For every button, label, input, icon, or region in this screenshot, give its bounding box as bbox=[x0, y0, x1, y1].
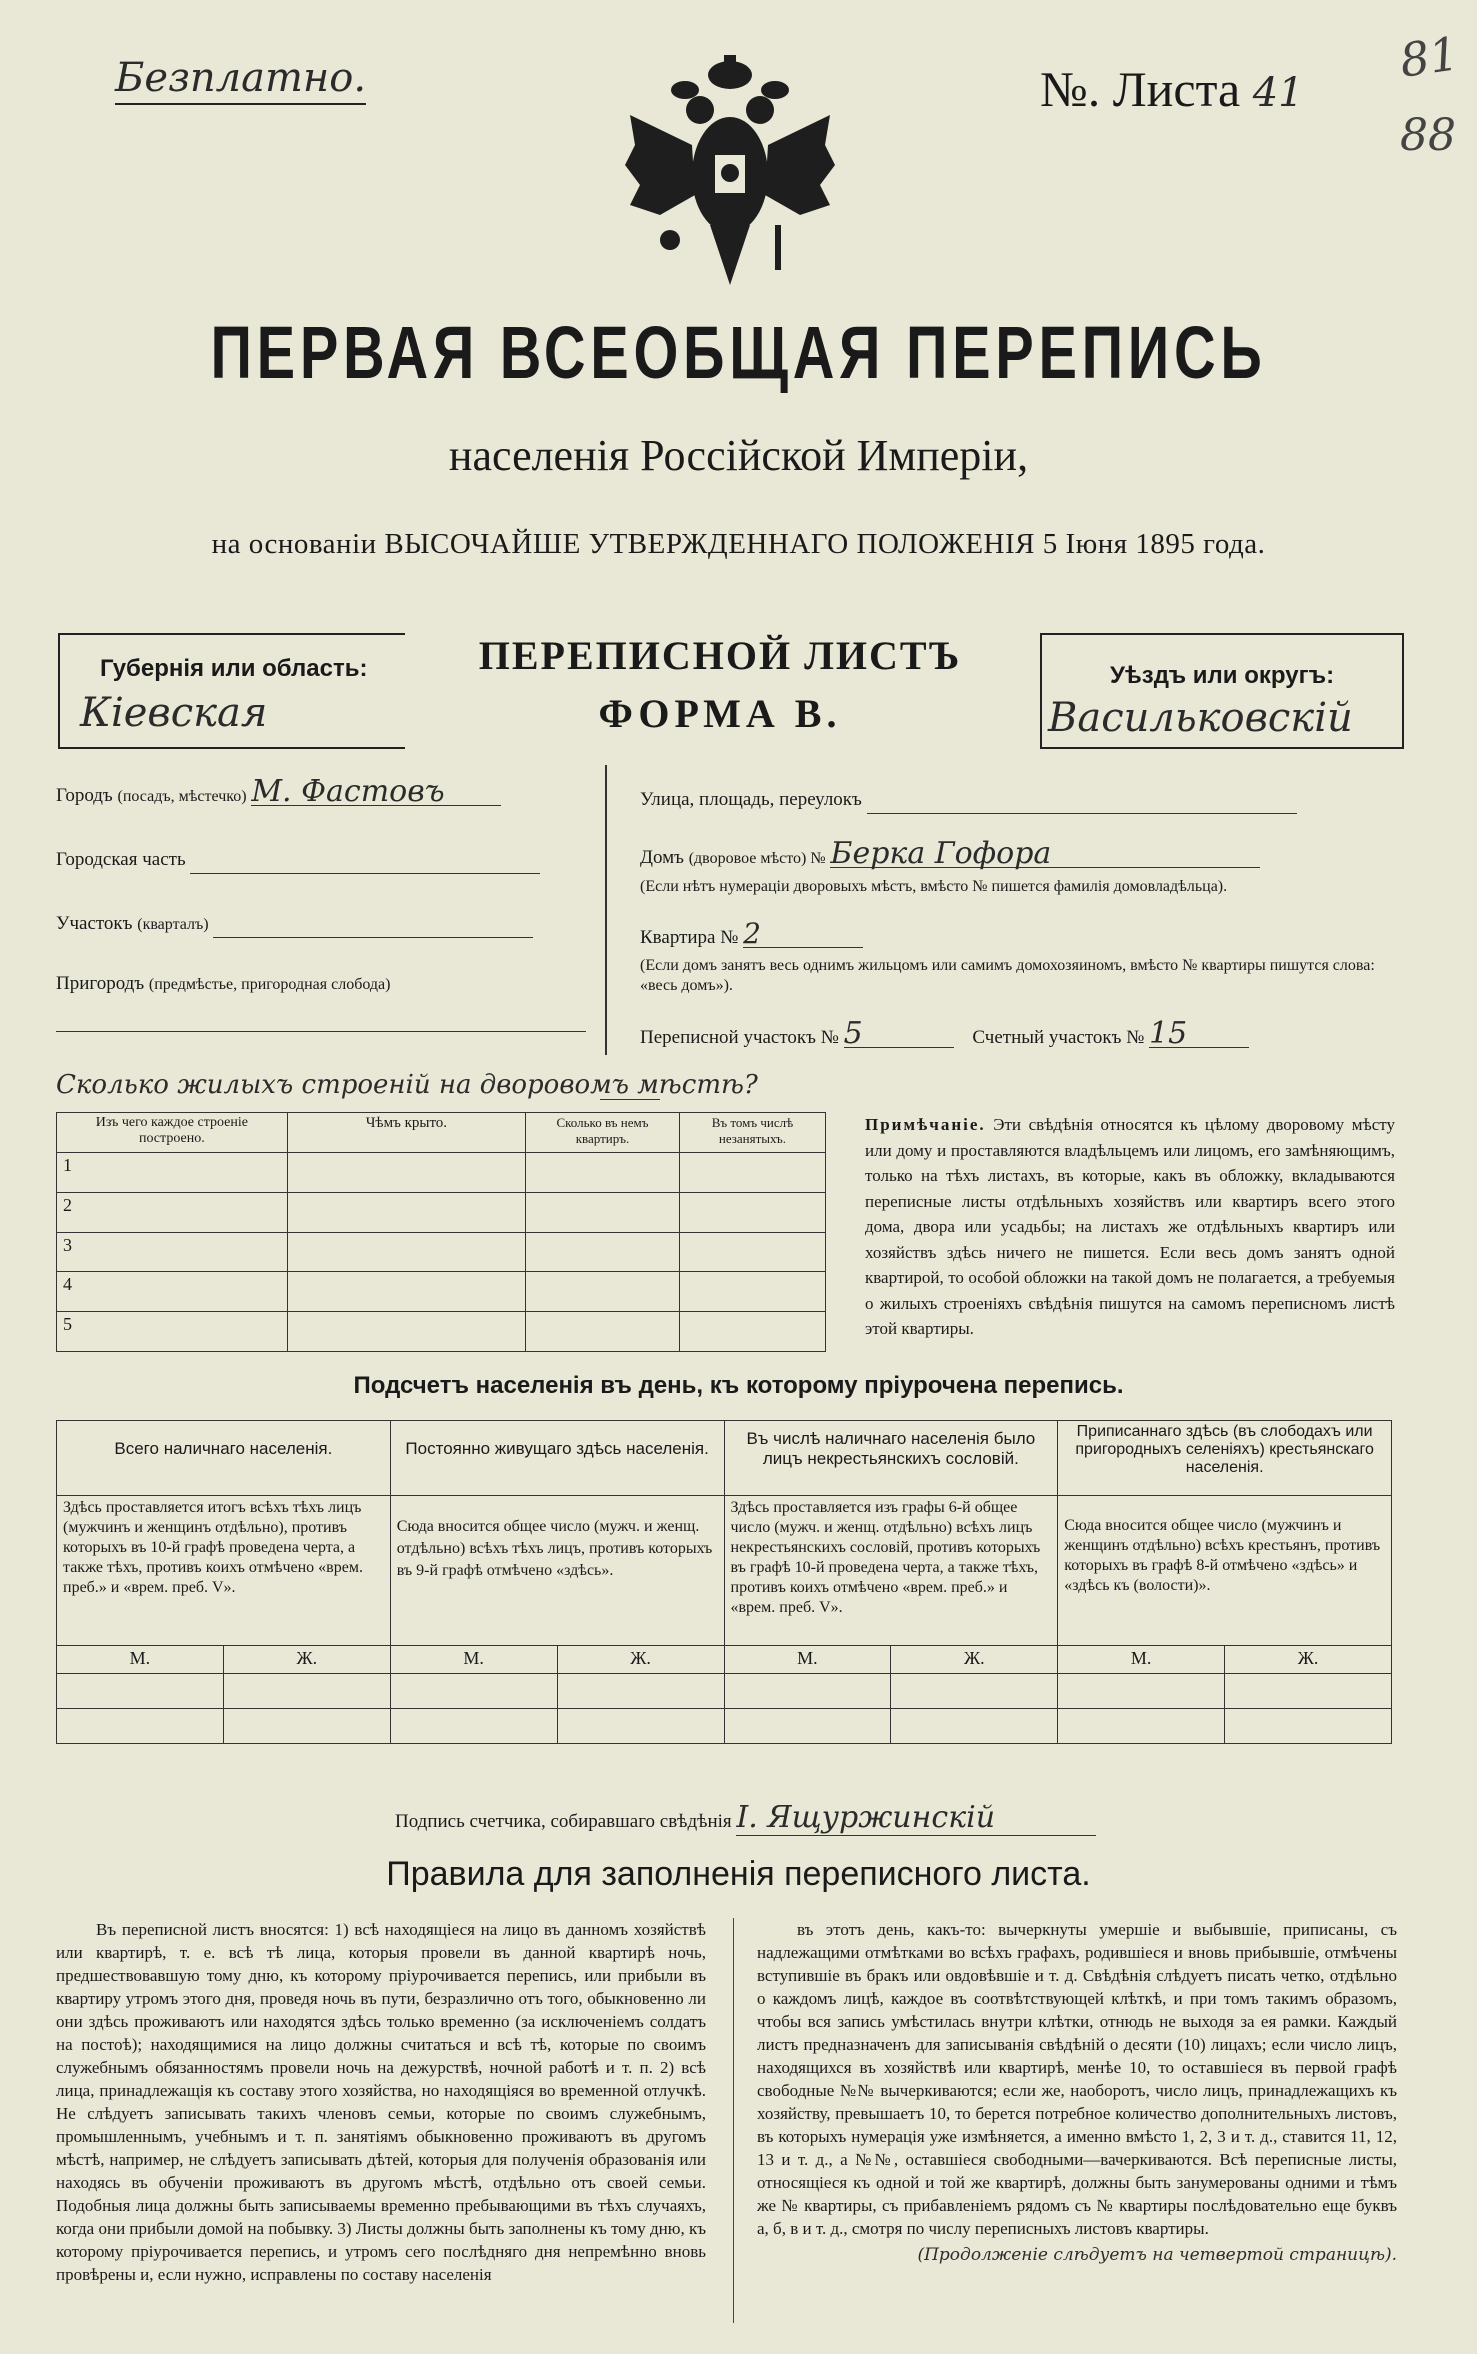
sheet-number bbox=[1040, 60, 1304, 118]
pop-col-3-title: Въ числѣ наличнаго населенія было лицъ некрестьянскихъ сословій. bbox=[724, 1421, 1058, 1496]
house-hint: (Если нѣтъ нумераціи дворовыхъ мѣстъ, вмѣсто № пишется фамилія домовладѣльца). bbox=[640, 878, 1228, 895]
rules-left bbox=[56, 1918, 706, 2286]
signature-label: Подпись счетчика, собиравшаго свѣдѣнія bbox=[395, 1811, 732, 1832]
buildings-row-2: 2 bbox=[57, 1192, 288, 1232]
pop-m-3: М. bbox=[724, 1646, 891, 1674]
buildings-question: Сколько жилыхъ строеній на дворовомъ мѣстѣ? bbox=[56, 1070, 758, 1100]
pop-col-4-title: Приписаннаго здѣсь (въ слободахъ или пригородныхъ селеніяхъ) крестьянскаго населенія. bbox=[1058, 1421, 1392, 1496]
note-lead: Примѣчаніе. bbox=[865, 1115, 986, 1134]
main-title: ПЕРВАЯ ВСЕОБЩАЯ ПЕРЕПИСЬ bbox=[210, 311, 1267, 394]
subtitle: населенія Россійской Имперіи, bbox=[448, 431, 1029, 480]
pop-col-4-desc: Сюда вносится общее число (мужчинъ и женщинъ отдѣльно) всѣхъ крестьянъ, противъ которыхъ въ графѣ 8-й отмѣчено «здѣсь» и «здѣсь къ (волости)». bbox=[1058, 1496, 1392, 1646]
form-title-1: ПЕРЕПИСНОЙ ЛИСТЪ bbox=[478, 633, 962, 678]
district-value: Васильковскій bbox=[1048, 695, 1353, 741]
rules-title: Правила для заполненія переписного листа. bbox=[386, 1855, 1091, 1893]
suburb-label: Пригородъ bbox=[56, 973, 145, 994]
census-district-label: Переписной участокъ № bbox=[640, 1027, 839, 1048]
pop-col-2-desc: Сюда вносится общее число (мужч. и женщ. отдѣльно) всѣхъ тѣхъ лицъ, противъ которыхъ въ 9-й графѣ отмѣчено «здѣсь». bbox=[390, 1496, 724, 1646]
address-divider bbox=[605, 765, 607, 1055]
house-row bbox=[640, 836, 1380, 872]
buildings-col-material: Изъ чего каждое строеніе построено. bbox=[57, 1113, 288, 1153]
sheet-number-label: №. Листа bbox=[1040, 61, 1241, 117]
section-row bbox=[56, 910, 596, 938]
pop-f-4: Ж. bbox=[1225, 1646, 1392, 1674]
city-label: Городъ bbox=[56, 785, 113, 806]
population-heading: Подсчетъ населенія въ день, къ которому пріурочена перепись. bbox=[353, 1372, 1124, 1399]
pop-col-1-desc: Здѣсь проставляется итогъ всѣхъ тѣхъ лицъ (мужчинъ и женщинъ отдѣльно), противъ которыхъ въ 10-й графѣ проведена черта, а также тѣхъ, противъ коихъ отмѣчено «врем. преб.» и «врем. преб. V». bbox=[57, 1496, 391, 1646]
city-value: М. Фастовъ bbox=[251, 778, 501, 806]
district-row bbox=[640, 1016, 1400, 1051]
pop-f-2: Ж. bbox=[557, 1646, 724, 1674]
buildings-table bbox=[56, 1112, 826, 1352]
street-row bbox=[640, 786, 1380, 814]
suburb-line bbox=[56, 1030, 586, 1032]
pop-f-1: Ж. bbox=[223, 1646, 390, 1674]
street-label: Улица, площадь, переулокъ bbox=[640, 789, 862, 810]
house-note: (дворовое мѣсто) № bbox=[688, 850, 826, 867]
city-part-line bbox=[190, 846, 540, 874]
city-note: (посадъ, мѣстечко) bbox=[117, 788, 247, 805]
apartment-row bbox=[640, 917, 1380, 951]
imperial-eagle-icon bbox=[620, 55, 840, 295]
census-district-value: 5 bbox=[844, 1020, 954, 1048]
corner-number-2: 88 bbox=[1400, 110, 1456, 161]
buildings-col-roof: Чѣмъ крыто. bbox=[287, 1113, 525, 1153]
buildings-row-4: 4 bbox=[57, 1272, 288, 1312]
pop-m-2: М. bbox=[390, 1646, 557, 1674]
sheet-number-value: 41 bbox=[1252, 70, 1304, 116]
house-label: Домъ bbox=[640, 847, 684, 868]
pop-col-2-title: Постоянно живущаго здѣсь населенія. bbox=[390, 1421, 724, 1496]
suburb-note: (предмѣстье, пригородная слобода) bbox=[148, 976, 391, 993]
city-part-row bbox=[56, 846, 596, 874]
corner-number-1: 81 bbox=[1396, 26, 1463, 88]
population-table bbox=[56, 1420, 1392, 1742]
rules-left-text: Въ переписной листъ вносятся: 1) всѣ находящіеся на лицо въ данномъ хозяйствѣ или квартирѣ, т. е. всѣ тѣ лица, которыя провели въ данной квартирѣ ночь, предшествовавшую тому дню, къ которому пріурочивается перепись, или прибыли въ квартиру утромъ этого дня, проведя ночь въ пути, безразлично отъ того, обыкновенно ли они здѣсь проживаютъ или находятся здѣсь только временно (за исключеніемъ солдатъ на постоѣ); находящимися на лицо должны считаться и всѣ тѣ, которые по своимъ служебнымъ обязанностямъ провели ночь на дежурствѣ, ночной работѣ и т. п. 2) всѣ лица, принадлежащія къ составу этого хозяйства, но находящіяся во временной отлучкѣ. Не слѣдуетъ записывать такихъ членовъ семьи, которые по своимъ служебнымъ, промышленнымъ, учебнымъ и т. п. занятіямъ обыкновенно проживаютъ въ другомъ мѣстѣ, например, не слѣдуетъ записывать дѣтей, которыя для полученія образованія или находясь въ обученіи проживаютъ въ другомъ мѣстѣ, отдѣльно отъ своей семьи. Подобныя лица должны быть записываемы временно пребывающими въ тѣхъ случаяхъ, когда они прибыли домой на побывку. 3) Листы должны быть заполнены къ тому дню, къ которому пріурочивается перепись, и утромъ сего послѣдняго дня непремѣнно вновь провѣрены и, если нужно, исправлены по составу населенія bbox=[56, 1920, 706, 2284]
section-label: Участокъ bbox=[56, 913, 133, 934]
apartment-hint: (Если домъ занятъ весь однимъ жильцомъ или самимъ домохозяиномъ, вмѣсто № квартиры пишутся слова: «весь домъ»). bbox=[640, 957, 1375, 994]
rules-divider bbox=[733, 1918, 734, 2323]
note-text: Эти свѣдѣнія относятся къ цѣлому дворовому мѣсту или дому и проставляются владѣльцемъ или лицомъ, его замѣняющимъ, только на тѣхъ листахъ, въ которые, какъ въ обложку, вкладываются переписные листы отдѣльныхъ хозяйствъ или квартиръ всего этого дома, двора или усадьбы; на листахъ же отдѣльныхъ квартиръ или хозяйствъ здѣсь ничего не пишется. Если весь домъ занятъ одной квартирой, то особой обложки на такой домъ не полагается, а требуемыя о жилыхъ строеніяхъ свѣдѣнія пишутся на самомъ переписномъ листѣ этой квартиры. bbox=[865, 1115, 1395, 1338]
street-line bbox=[867, 786, 1297, 814]
buildings-question-line bbox=[600, 1098, 660, 1100]
apartment-value: 2 bbox=[743, 920, 863, 948]
city-row bbox=[56, 774, 596, 810]
note-block bbox=[865, 1112, 1395, 1342]
rules-continued: (Продолженіе слѣдуетъ на четвертой страницѣ). bbox=[917, 2245, 1397, 2265]
signature-row bbox=[395, 1800, 1195, 1836]
free-label: Безплатно. bbox=[115, 55, 366, 105]
pop-col-1-title: Всего наличнаго населенія. bbox=[57, 1421, 391, 1496]
house-value: Берка Гофора bbox=[830, 840, 1260, 868]
buildings-row-3: 3 bbox=[57, 1232, 288, 1272]
district-label: Уѣздъ или округъ: bbox=[1110, 662, 1335, 689]
signature-value: І. Ящуржинскій bbox=[736, 1800, 1096, 1836]
rules-right-text: въ этотъ день, какъ-то: вычеркнуты умершіе и выбывшіе, приписаны, съ надлежащими отмѣтками во всѣхъ графахъ, родившіеся и вновь прибывшіе, отмѣчены вступившіе въ бракъ или овдовѣвшіе и т. д. Свѣдѣнія слѣдуетъ писать четко, отдѣльно о каждомъ лицѣ, каждое въ соотвѣтствующей клѣткѣ, и при томъ такимъ образомъ, чтобы вся запись умѣстилась внутри клѣтки, отнюдь не выходя за ея рамки. Каждый листъ предназначенъ для записыванія свѣдѣній о десяти (10) лицахъ; если число лицъ, находящихся въ хозяйствѣ или квартирѣ, менѣе 10, то оставшіеся въ первой графѣ свободные №№ вычеркиваются; если же, наоборотъ, число лицъ, принадлежащихъ къ хозяйству, превышаетъ 10, то берется потребное количество дополнительныхъ листовъ, въ которыхъ нумерація уже измѣняется, а именно вмѣсто 1, 2, 3 и т. д., ставится 11, 12, 13 и т. д., а №№, оставшіеся свободными—вачеркиваются. Всѣ переписные листы, относящіеся къ одной и той же квартирѣ, должны быть занумерованы одними и тѣмъ же № квартиры, съ прибавленіемъ рядомъ съ № квартиры послѣдовательно еще буквъ а, б, в и т. д., смотря по числу переписныхъ листовъ квартиры. bbox=[757, 1920, 1397, 2238]
basis-line: на основаніи ВЫСОЧАЙШЕ УТВЕРЖДЕННАГО ПОЛОЖЕНІЯ 5 Іюня 1895 года. bbox=[211, 528, 1266, 560]
pop-f-3: Ж. bbox=[891, 1646, 1058, 1674]
form-title-2: ФОРМА В. bbox=[598, 691, 842, 736]
province-label: Губернія или область: bbox=[100, 655, 368, 682]
rules-right bbox=[757, 1918, 1397, 2267]
buildings-col-apartments: Сколько въ немъ квартиръ. bbox=[526, 1113, 680, 1153]
city-part-label: Городская часть bbox=[56, 849, 186, 870]
pop-m-4: М. bbox=[1058, 1646, 1225, 1674]
apartment-label: Квартира № bbox=[640, 927, 739, 948]
suburb-row bbox=[56, 970, 596, 998]
buildings-col-vacant: Въ томъ числѣ незанятыхъ. bbox=[679, 1113, 825, 1153]
section-note: (кварталъ) bbox=[137, 916, 209, 933]
province-value: Кіевская bbox=[80, 690, 268, 736]
buildings-row-5: 5 bbox=[57, 1312, 288, 1352]
pop-col-3-desc: Здѣсь проставляется изъ графы 6-й общее число (мужч. и женщ. отдѣльно) всѣхъ лицъ некрестьянскихъ сословій, противъ которыхъ въ графѣ 10-й проведена черта, а также тѣхъ, противъ коихъ отмѣчено «врем. преб.» и «врем. преб. V». bbox=[724, 1496, 1058, 1646]
pop-m-1: М. bbox=[57, 1646, 224, 1674]
counting-district-value: 15 bbox=[1149, 1020, 1249, 1048]
section-line bbox=[213, 910, 533, 938]
counting-district-label: Счетный участокъ № bbox=[972, 1027, 1145, 1048]
buildings-row-1: 1 bbox=[57, 1153, 288, 1193]
